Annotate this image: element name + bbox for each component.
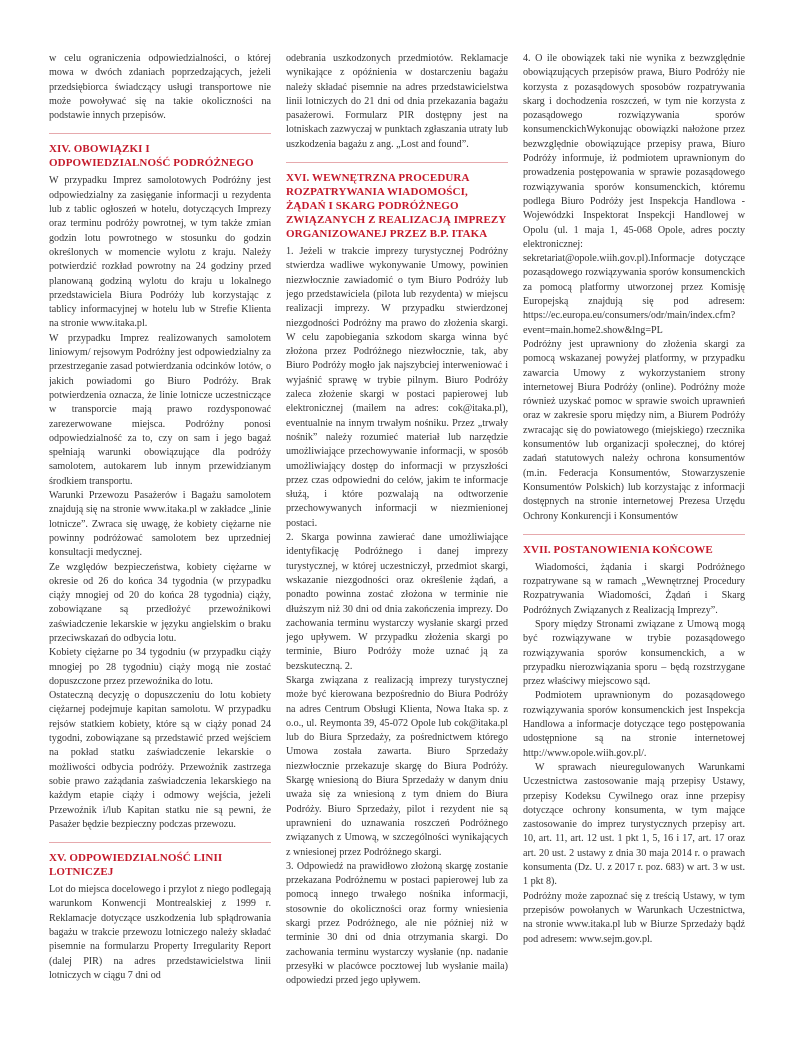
column-middle [286, 52, 508, 1032]
section-heading-xv: XV. ODPOWIEDZIALNOŚĆ LINII LOTNICZEJ [49, 842, 271, 879]
paragraph: W przypadku Imprez realizowanych samolotem liniowym/ rejsowym Podróżny jest odpowiedzialny za przestrzeganie zasad potwierdzania odcinków lotów, o jakich powiadomi go Biuro Podróży. Brak potwierdzenia oznacza, że linie lotnicze uczestniczące w transporcie mają prawo rozdysponować zarezerwowane miejsca. Podróżny ponosi odpowiedzialność za to, czy on sam i jego bagaż spełniają warunki obowiązujące dla podróży samolotem, autokarem lub innym przewidzianym środkiem transportu. [49, 332, 271, 487]
paragraph: odebrania uszkodzonych przedmiotów. Reklamacje wynikające z opóźnienia w dostarczeniu bagażu należy składać pisemnie na adres przedstawicielstwa linii lotniczych do 21 dni od dnia przekazania bagażu pasażerowi. Formularz PIR dostępny jest na lotniskach zazwyczaj w punktach zgłaszania utraty lub uszkodzenia bagażu z ang. „Lost and found”. [286, 53, 508, 150]
paragraph: Podróżny jest uprawniony do złożenia skargi za pomocą wskazanej powyżej platformy, w przypadku zawarcia Umowy z wykorzystaniem strony internetowej Biura Podróży (online). Podróżny może również uzyskać pomoc w sprawie swoich uprawnień oraz w zakresie sporu między nim, a Biurem Podróży zwracając się do powiatowego (miejskiego) rzecznika konsumentów lub organizacji społecznej, do której zadań statutowych należy ochrona konsumentów (m.in. Federacja Konsumentów, Stowarzyszenie Konsumentów Polskich) lub korzystając z informacji dostępnych na stronie internetowej Prezesa Urzędu Ochrony Konkurencji i Konsumentów [523, 338, 745, 522]
paragraph: Kobiety ciężarne po 34 tygodniu (w przypadku ciąży mnogiej po 28 tygodniu) ciąży mogą nie zostać dopuszczone przez przewoźnika do lotu. [49, 647, 271, 687]
column-left [49, 52, 271, 1032]
paragraph: Wiadomości, żądania i skargi Podróżnego rozpatrywane są w ramach „Wewnętrznej Procedury Rozpatrywania Wiadomości, Żądań i Skarg Podróżnych Związanych z Realizacją Imprezy”. [523, 561, 745, 616]
paragraph: Ze względów bezpieczeństwa, kobiety ciężarne w okresie od 26 do końca 34 tygodnia (w przypadku ciąży mnogiej od 20 do końca 28 tygodnia) ciąży, zobowiązane są przedłożyć przewoźnikowi zaświadczenie lekarskie w języku angielskim o braku przeciwskazań do odbycia lotu. [49, 561, 271, 644]
paragraph: Warunki Przewozu Pasażerów i Bagażu samolotem znajdują się na stronie www.itaka.pl w zakładce „linie lotnicze”. Zwraca się uwagę, że kobiety ciężarne nie powinny podróżować samolotem bez uprzedniej konsultacji medycznej. [49, 490, 271, 559]
paragraph: 1. Jeżeli w trakcie imprezy turystycznej Podróżny stwierdza wadliwe wykonywanie Umowy, powinien niezwłocznie zawiadomić o tym Biuro Podróży lub jego przedstawiciela (pilota lub rezydenta) w miejscu realizacji imprezy. W przypadku stwierdzonej niezgodności Podróżny ma prawo do złożenia skargi. W celu zapobiegania szkodom skarga winna być złożona przez Podróżnego niezwłocznie, tak, aby Biuro Podróży mogło jak najszybciej interweniować i wyjaśnić sprawę w trybie pilnym. Biuro Podróży zaleca złożenie skargi w postaci papierowej lub elektronicznej (mailem na adres: cok@itaka.pl), eventualnie na innym trwałym nośniku. Przez „trwały nośnik” należy rozumieć materiał lub narzędzie umożliwiające przechowywanie informacji, w sposób umożliwiający dostęp do informacji w przyszłości przez czas odpowiedni do celów, jakim te informacje służą, i które pozwalają na odtworzenie przechowywanych informacji w niezmienionej postaci. [286, 246, 508, 529]
section-heading-xiv: XIV. OBOWIĄZKI I ODPOWIEDZIALNOŚĆ PODRÓŻNEGO [49, 133, 271, 170]
paragraph: 2. Skarga powinna zawierać dane umożliwiające identyfikację Podróżnego i danej imprezy turystycznej, w której uczestniczył, przedmiot skargi, wskazanie niezgodności oraz określenie żądań, a ponadto powinna zostać złożona w terminie nie dłuższym niż 30 dni od dnia zakończenia imprezy. Do zachowania terminu wystarczy wysłanie skargi przed jego upływem. W przypadku złożenia skargi po terminie, Biuro Podróży może uznać ją za bezskuteczną. 2. [286, 532, 508, 672]
paragraph: Spory między Stronami związane z Umową mogą być rozwiązywane w trybie pozasądowego rozwiązywania sporów konsumenckich, a w przypadku nierozwiązania sporu – będą rozstrzygane przez właściwy miejscowo sąd. [523, 618, 745, 688]
paragraph: 4. O ile obowiązek taki nie wynika z bezwzględnie obowiązujących przepisów prawa, Biuro Podróży nie korzysta z pozasądowych sposobów rozpatrywania skarg i dochodzenia roszczeń, w tym nie korzysta z pozasądowego rozwiązywania sporów konsumenckichWykonując obowiązki nałożone przez bezwzględnie obowiązujące przepisy prawa, Biuro Podróży informuje, iż podmiotem uprawnionym do prowadzenia postępowania w sprawie pozasądowego rozwiązywania sporów konsumenckich, któremu podlega Biuro Podróży jest Inspekcja Handlowa - Wojewódzki Inspektorat Inspekcji Handlowej w Opolu (ul. 1 maja 1, 45-068 Opole, adres poczty elektronicznej: sekretariat@opole.wiih.gov.pl).Informacje dotyczące pozasądowego rozwiązywania sporów konsumenckich za pomocą platformy utworzonej przez Komisję Europejską znajdują się pod adresem: https://ec.europa.eu/consumers/odr/main/index.cfm?event=main.home2.show&lng=PL [523, 53, 745, 336]
section-heading-xvi: XVI. WEWNĘTRZNA PROCEDURA ROZPATRYWANIA WIADOMOŚCI, ŻĄDAŃ I SKARG PODRÓŻNEGO ZWIĄZANYCH Z REALIZACJĄ IMPREZY ORGANIZOWANEJ PRZEZ B.P. ITAKA [286, 162, 508, 241]
paragraph: w celu ograniczenia odpowiedzialności, o której mowa w dwóch zdaniach poprzedzających, jeżeli przedsiębiorca świadczący usługi transportowe nie może powoływać się na takie okoliczności na podstawie innych przepisów. [49, 53, 271, 122]
paragraph: Lot do miejsca docelowego i przylot z niego podlegają warunkom Konwencji Montrealskiej z 1999 r. Reklamacje dotyczące uszkodzenia lub spłądrowania bagażu w trakcie przewozu lotniczego należy składać pisemnie na formularzu Property Irregularity Report (dalej PIR) na adres przedstawicielstwa linii lotniczych w ciągu 7 dni od [49, 884, 271, 981]
paragraph: Skarga związana z realizacją imprezy turystycznej może być kierowana bezpośrednio do Biura Podróży na adres Centrum Obsługi Klienta, Nowa Itaka sp. z o.o., ul. Reymonta 39, 45-072 Opole lub cok@itaka.pl lub do Biura Sprzedaży, za pośrednictwem którego Umowa została zawarta. Biuro Sprzedaży niezwłocznie przekazuje skargę do Biura Podróży. Skargę wniesioną do Biura Sprzedaży w danym dniu uważa się za wniesioną z tym dniem do Biura Podróży. Biuro Sprzedaży, pilot i rezydent nie są uprawnieni do uznawania roszczeń Podróżnego związanych z Umową, w szczególności wynikających z wniesionej przez Podróżnego skargi. [286, 674, 508, 858]
column-right [523, 52, 745, 1032]
paragraph: Podmiotem uprawnionym do pozasądowego rozwiązywania sporów konsumenckich jest Inspekcja Handlowa a informacje dotyczące tego postępowania udostępnione są na stronie internetowej http://www.opole.wiih.gov.pl/. [523, 690, 745, 759]
paragraph: Ostateczną decyzję o dopuszczeniu do lotu kobiety ciężarnej podejmuje kapitan samolotu. W przypadku rejsów statkiem kobiety, które są w ciąży ponad 24 tygodni, zobowiązane są przedstawić przed wejściem na pokład statku zaświadczenie lekarskie o możliwości odbycia podróży. Przewoźnik zastrzega sobie prawo zażądania zaświadczenia lekarskiego na każdym etapie ciąży i odmowy wejścia, jeżeli Przewoźnik i/lub Kapitan statku nie są pewni, że Pasażer będzie bezpieczny podczas przewozu. [49, 690, 271, 830]
section-heading-xvii: XVII. POSTANOWIENIA KOŃCOWE [523, 534, 745, 557]
document-page [49, 52, 745, 1032]
paragraph: Podróżny może zapoznać się z treścią Ustawy, w tym przepisów powołanych w Warunkach Uczestnictwa, na stronie www.itaka.pl lub w Biurze Sprzedaży bądź pod adresem: www.sejm.gov.pl. [523, 890, 745, 945]
paragraph: W sprawach nieuregulowanych Warunkami Uczestnictwa zastosowanie mają przepisy Ustawy, przepisy Kodeksu Cywilnego oraz inne przepisy dotyczące ochrony konsumenta, w tym mające zastosowanie do imprez turystycznych przepisy art. 10, art. 11, art. 12 ust. 1 pkt 1, 5, 16 i 17, art. 17 oraz art. 20 ust. 2 ustawy z dnia 30 maja 2014 r. o prawach konsumenta (Dz. U. z 2017 r. poz. 683) w art. 3 w ust. 1 pkt 8). [523, 761, 745, 888]
paragraph: 3. Odpowiedź na prawidłowo złożoną skargę zostanie przekazana Podróżnemu w postaci papierowej lub za pomocą innego trwałego nośnika informacji, stosownie do okoliczności oraz formy wniesienia skargi przez Podróżnego, ale nie później niż w terminie 30 dni od dnia otrzymania skargi. Do zachowania terminu wystarczy wysłanie (np. nadanie przesyłki w placówce pocztowej lub wysłanie maila) odpowiedzi przed jego upływem. [286, 860, 508, 987]
paragraph: W przypadku Imprez samolotowych Podróżny jest odpowiedzialny za zasięganie informacji u rezydenta lub z tablic ogłoszeń w hotelu, dotyczących Imprezy oraz terminu podróży powrotnej, w tym także zmian godzin lotu powrotnego w stosunku do godzin określonych w momencie wylotu z kraju. Należy potwierdzić rozkład powrotny na 24 godziny przed planowaną godziną wylotu do kraju u lokalnego przedstawiciela Biura Podróży lub korzystając z tablicy informacyjnej w hotelu lub w Strefie Klienta na stronie www.itaka.pl. [49, 175, 271, 330]
